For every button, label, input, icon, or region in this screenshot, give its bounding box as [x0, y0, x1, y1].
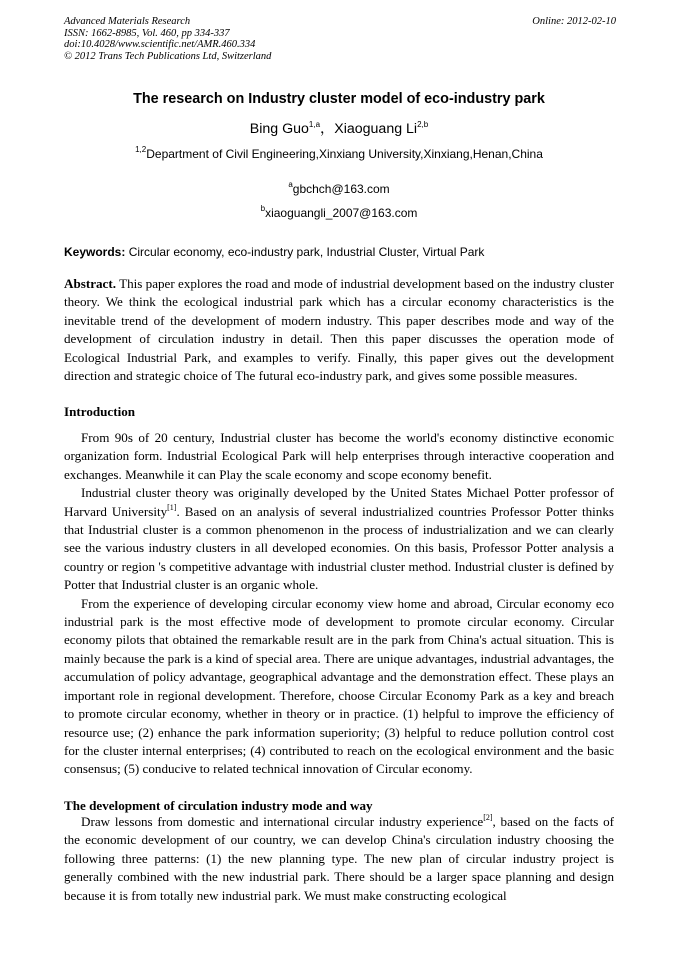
section-heading-introduction: Introduction	[64, 404, 136, 419]
citation-2: [2]	[483, 813, 493, 822]
intro-p2-text-b: . Based on an analysis of several industrialized countries Professor Potter thinks that Industrial cluster is a common phenomenon in the process of industrialization and we can clearly see the various industry clusters in all developed economies. On this basis, Professor Potter analysis a country or region 's competitive advantage with industrial cluster method. Industrial cluster is defined by Potter that Industrial cluster is an organic whole.	[64, 503, 614, 593]
intro-p2-text-a: Industrial cluster theory was originally developed by the United States Michael Potter professor of Harvard University	[64, 485, 614, 519]
online-date: Online: 2012-02-10	[532, 16, 616, 27]
abstract	[64, 275, 614, 385]
journal-issn: ISSN: 1662-8985, Vol. 460, pp 334-337	[64, 27, 230, 39]
development-body	[64, 813, 614, 905]
journal-copyright: © 2012 Trans Tech Publications Ltd, Switzerland	[64, 50, 272, 62]
email-b-text: xiaoguangli_2007@163.com	[265, 206, 418, 220]
author-2-name: Xiaoguang Li	[334, 121, 418, 137]
journal-name: Advanced Materials Research	[64, 16, 191, 27]
affiliation	[64, 147, 614, 161]
development-paragraph-1	[64, 813, 614, 905]
dev-p1-text-b: , based on the facts of the economic development of our country, we can develop China's circulation industry choosing the following three patterns: (1) the new planning type. The new plan of circular industry project is generally combined with the new industrial park. There should be a larger space planning and design because it is from totally new industrial park. We must make constructing ecological	[64, 814, 615, 903]
email-a	[64, 182, 614, 196]
email-a-text: gbchch@163.com	[292, 182, 390, 196]
keywords	[64, 245, 616, 259]
journal-doi: doi:10.4028/www.scientific.net/AMR.460.334	[64, 39, 256, 51]
citation-1: [1]	[167, 502, 177, 512]
author-line	[64, 118, 614, 138]
email-b	[64, 206, 614, 220]
section-heading-development: The development of circulation industry mode and way	[64, 798, 373, 813]
paper-title: The research on Industry cluster model of eco-industry park	[133, 91, 545, 107]
abstract-label: Abstract.	[64, 276, 116, 291]
abstract-text: This paper explores the road and mode of industrial development based on the industry cluster theory. We think the ecological industrial park which has a circular economy characteristics is the inevitable trend of the development of modern industry. This paper describes mode and way of the development of circulation industry in detail. Then this paper discusses the operation mode of Ecological Industrial Park, and examples to verify. Finally, this paper gives out the development direction and strategic choice of The futural eco-industry park, and gives some possible measures.	[64, 276, 614, 384]
affiliation-sup: 1,2	[135, 145, 147, 154]
introduction-body	[64, 429, 614, 779]
intro-paragraph-1: From 90s of 20 century, Industrial cluster has become the world's economy distinctive economic organization form. Industrial Ecological Park will help enterprises through interactive cooperation and exchanges. Meanwhile it can Play the scale economy and scope economy benefit.	[64, 430, 614, 482]
keywords-label: Keywords:	[64, 245, 126, 259]
keywords-text: Circular economy, eco-industry park, Industrial Cluster, Virtual Park	[125, 245, 485, 259]
journal-header	[64, 16, 616, 62]
author-1-sup: 1,a	[308, 120, 321, 129]
author-2-sup: 2,b	[417, 120, 429, 129]
intro-paragraph-2	[64, 484, 614, 594]
intro-paragraph-3: From the experience of developing circular economy view home and abroad, Circular economy eco industrial park is the most effective mode of development to promote circular economy. Circular economy pilots that obtained the remarkable result are in the park from China's actual situation. This is mainly because the park is a kind of special area. There are unique advantages, industrial advantages, the accumulation of policy advantage, geographical advantage and the demonstration effect. These plays an important role in regional development. Therefore, choose Circular Economy Park as a key and breach to promote circular economy, whether in theory or in practice. (1) helpful to improve the efficiency of resource use; (2) enhance the park information superiority; (3) helpful to reduce pollution control cost for the cluster internal enterprises; (4) contributed to reach on the ecological environment and the basic consensus; (5) conducive to related technical innovation of Circular economy.	[64, 595, 614, 777]
email-b-sup: b	[260, 204, 266, 213]
dev-p1-text-a: Draw lessons from domestic and international circular industry experience	[81, 814, 484, 829]
affiliation-text: Department of Civil Engineering,Xinxiang University,Xinxiang,Henan,China	[146, 147, 543, 161]
author-separator: ，	[320, 121, 335, 137]
author-1-name: Bing Guo	[249, 121, 309, 137]
email-a-sup: a	[288, 180, 293, 189]
